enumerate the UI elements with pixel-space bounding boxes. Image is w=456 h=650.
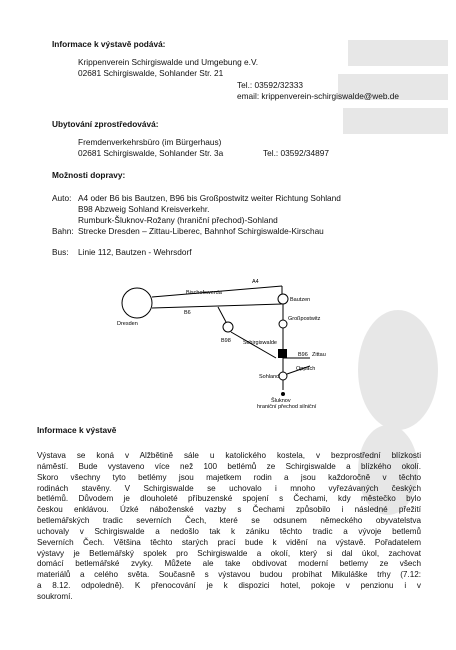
auto-line-3: Rumburk-Šluknov-Rožany (hraniční přechod)-Sohland bbox=[78, 215, 278, 225]
map-b98-north-line bbox=[218, 307, 226, 322]
exhibition-line: uchovaly v Schirgiswalde a nedošlo tak k zániku těchto tradic a vývoje betlemů bbox=[37, 526, 421, 536]
exhibition-paragraph bbox=[37, 451, 421, 603]
map-label-border: hraniční přechod silniční bbox=[257, 404, 317, 410]
exhibition-line: a 8.12. odpoledně). K přenocování je k dispozici hotel, pokoje v penzionu i v bbox=[37, 581, 421, 591]
exhibition-line: rodinách stavěny. V Schirgiswalde se uchovalo i mnoho vyřezávaných českých bbox=[37, 483, 421, 493]
map-label-dresden: Dresden bbox=[117, 321, 138, 327]
exhibition-line: Výstava se koná v Alžbětině sále u katolického kostela, v bezprostřední blízkosti bbox=[37, 451, 421, 460]
map-schirgiswalde-marker bbox=[278, 349, 287, 358]
map-sluknov-dot bbox=[281, 392, 285, 396]
map-b98-circle bbox=[223, 322, 233, 332]
auto-label: Auto: bbox=[52, 193, 72, 203]
auto-line-2: B98 Abzweig Sohland Kreisverkehr. bbox=[78, 204, 210, 214]
exhibition-line: betlémů. Důvodem je dlouholeté příbuzenské spojení s Čechami, kdy městečko bylo bbox=[37, 494, 421, 504]
map-label-bautzen: Bautzen bbox=[290, 297, 311, 303]
exhibition-line: domácí betlemářské zvyky. Můžete ale take obdivovat moderní betlemy ze všech bbox=[37, 559, 421, 569]
exhibition-line: Severních Čech. Většina těchto starých prací bude k vidění na výstavě. Pořadatelem bbox=[37, 537, 421, 547]
exhibition-line: výstavy je Betlemářský spolek pro Schirgiswalde a okolí, který si dal úkol, zachovat bbox=[37, 548, 421, 558]
map-label-schirgiswalde: Schirgiswalde bbox=[243, 340, 277, 346]
map-label-a4: A4 bbox=[252, 279, 259, 285]
exhibition-line: náměstí. Bude vystaveno více než 100 betlémů ze Schirgiswalde a blízkého okolí. bbox=[37, 461, 421, 471]
accommodation-tel: Tel.: 03592/34897 bbox=[263, 148, 329, 158]
route-map bbox=[0, 270, 456, 410]
map-label-oppach: Oppach bbox=[296, 366, 316, 372]
map-label-bischofswerda: Bischofswerda bbox=[186, 290, 222, 296]
map-label-sluknov: Šluknov bbox=[271, 398, 291, 404]
organizer-heading: Informace k výstavě podává: bbox=[52, 39, 166, 49]
accommodation-address: 02681 Schirgiswalde, Sohlander Str. 3a bbox=[78, 148, 224, 158]
map-bautzen-circle bbox=[278, 294, 288, 304]
exhibition-line: materiálů a celého světa. Současně s výstavou budou probíhat Mikuláške trhy (7.12: bbox=[37, 570, 421, 580]
bus-label: Bus: bbox=[52, 247, 69, 257]
organizer-email: email: krippenverein-schirgiswalde@web.de bbox=[237, 91, 399, 101]
bus-line: Linie 112, Bautzen - Wehrsdorf bbox=[78, 247, 192, 257]
map-label-grosspostwitz: Großpostwitz bbox=[288, 316, 321, 322]
map-dresden-loop bbox=[122, 288, 152, 318]
train-line: Strecke Dresden – Zittau-Liberec, Bahnhof Schirgiswalde-Kirschau bbox=[78, 226, 324, 236]
exhibition-line: betlemářských tradic severních Čech, které se odsunem německého obyvatelstva bbox=[37, 516, 421, 526]
map-label-b6: B6 bbox=[184, 310, 191, 316]
map-label-b98: B98 bbox=[221, 338, 231, 344]
exhibition-line: Skoro všechny tyto betlémy jsou majetkem rodin a jsou každoročně v těchto bbox=[37, 472, 421, 482]
map-label-zittau: Zittau bbox=[312, 352, 326, 358]
exhibition-line: českou enklávou. Úzké náboženské vazby s Čechami způsobilo i následné přežití bbox=[37, 505, 421, 515]
map-sohland-circle bbox=[279, 372, 287, 380]
organizer-tel: Tel.: 03592/32333 bbox=[237, 80, 303, 90]
accommodation-name: Fremdenverkehrsbüro (im Bürgerhaus) bbox=[78, 137, 222, 147]
map-label-sohland: Sohland bbox=[259, 374, 280, 380]
map-grosspostwitz-circle bbox=[279, 320, 287, 328]
map-label-b96: B96 bbox=[298, 352, 308, 358]
map-b6-line bbox=[152, 304, 282, 308]
accommodation-heading: Ubytování zprostředovává: bbox=[52, 119, 159, 129]
auto-line-1: A4 oder B6 bis Bautzen, B96 bis Großpostwitz weiter Richtung Sohland bbox=[78, 193, 341, 203]
exhibition-line: soukromí. bbox=[37, 591, 73, 601]
organizer-name: Krippenverein Schirgiswalde und Umgebung e.V. bbox=[78, 57, 259, 67]
exhibition-heading: Informace k výstavě bbox=[37, 425, 117, 435]
organizer-address: 02681 Schirgiswalde, Sohlander Str. 21 bbox=[78, 68, 224, 78]
transport-heading: Možnosti dopravy: bbox=[52, 170, 126, 180]
train-label: Bahn: bbox=[52, 226, 74, 236]
